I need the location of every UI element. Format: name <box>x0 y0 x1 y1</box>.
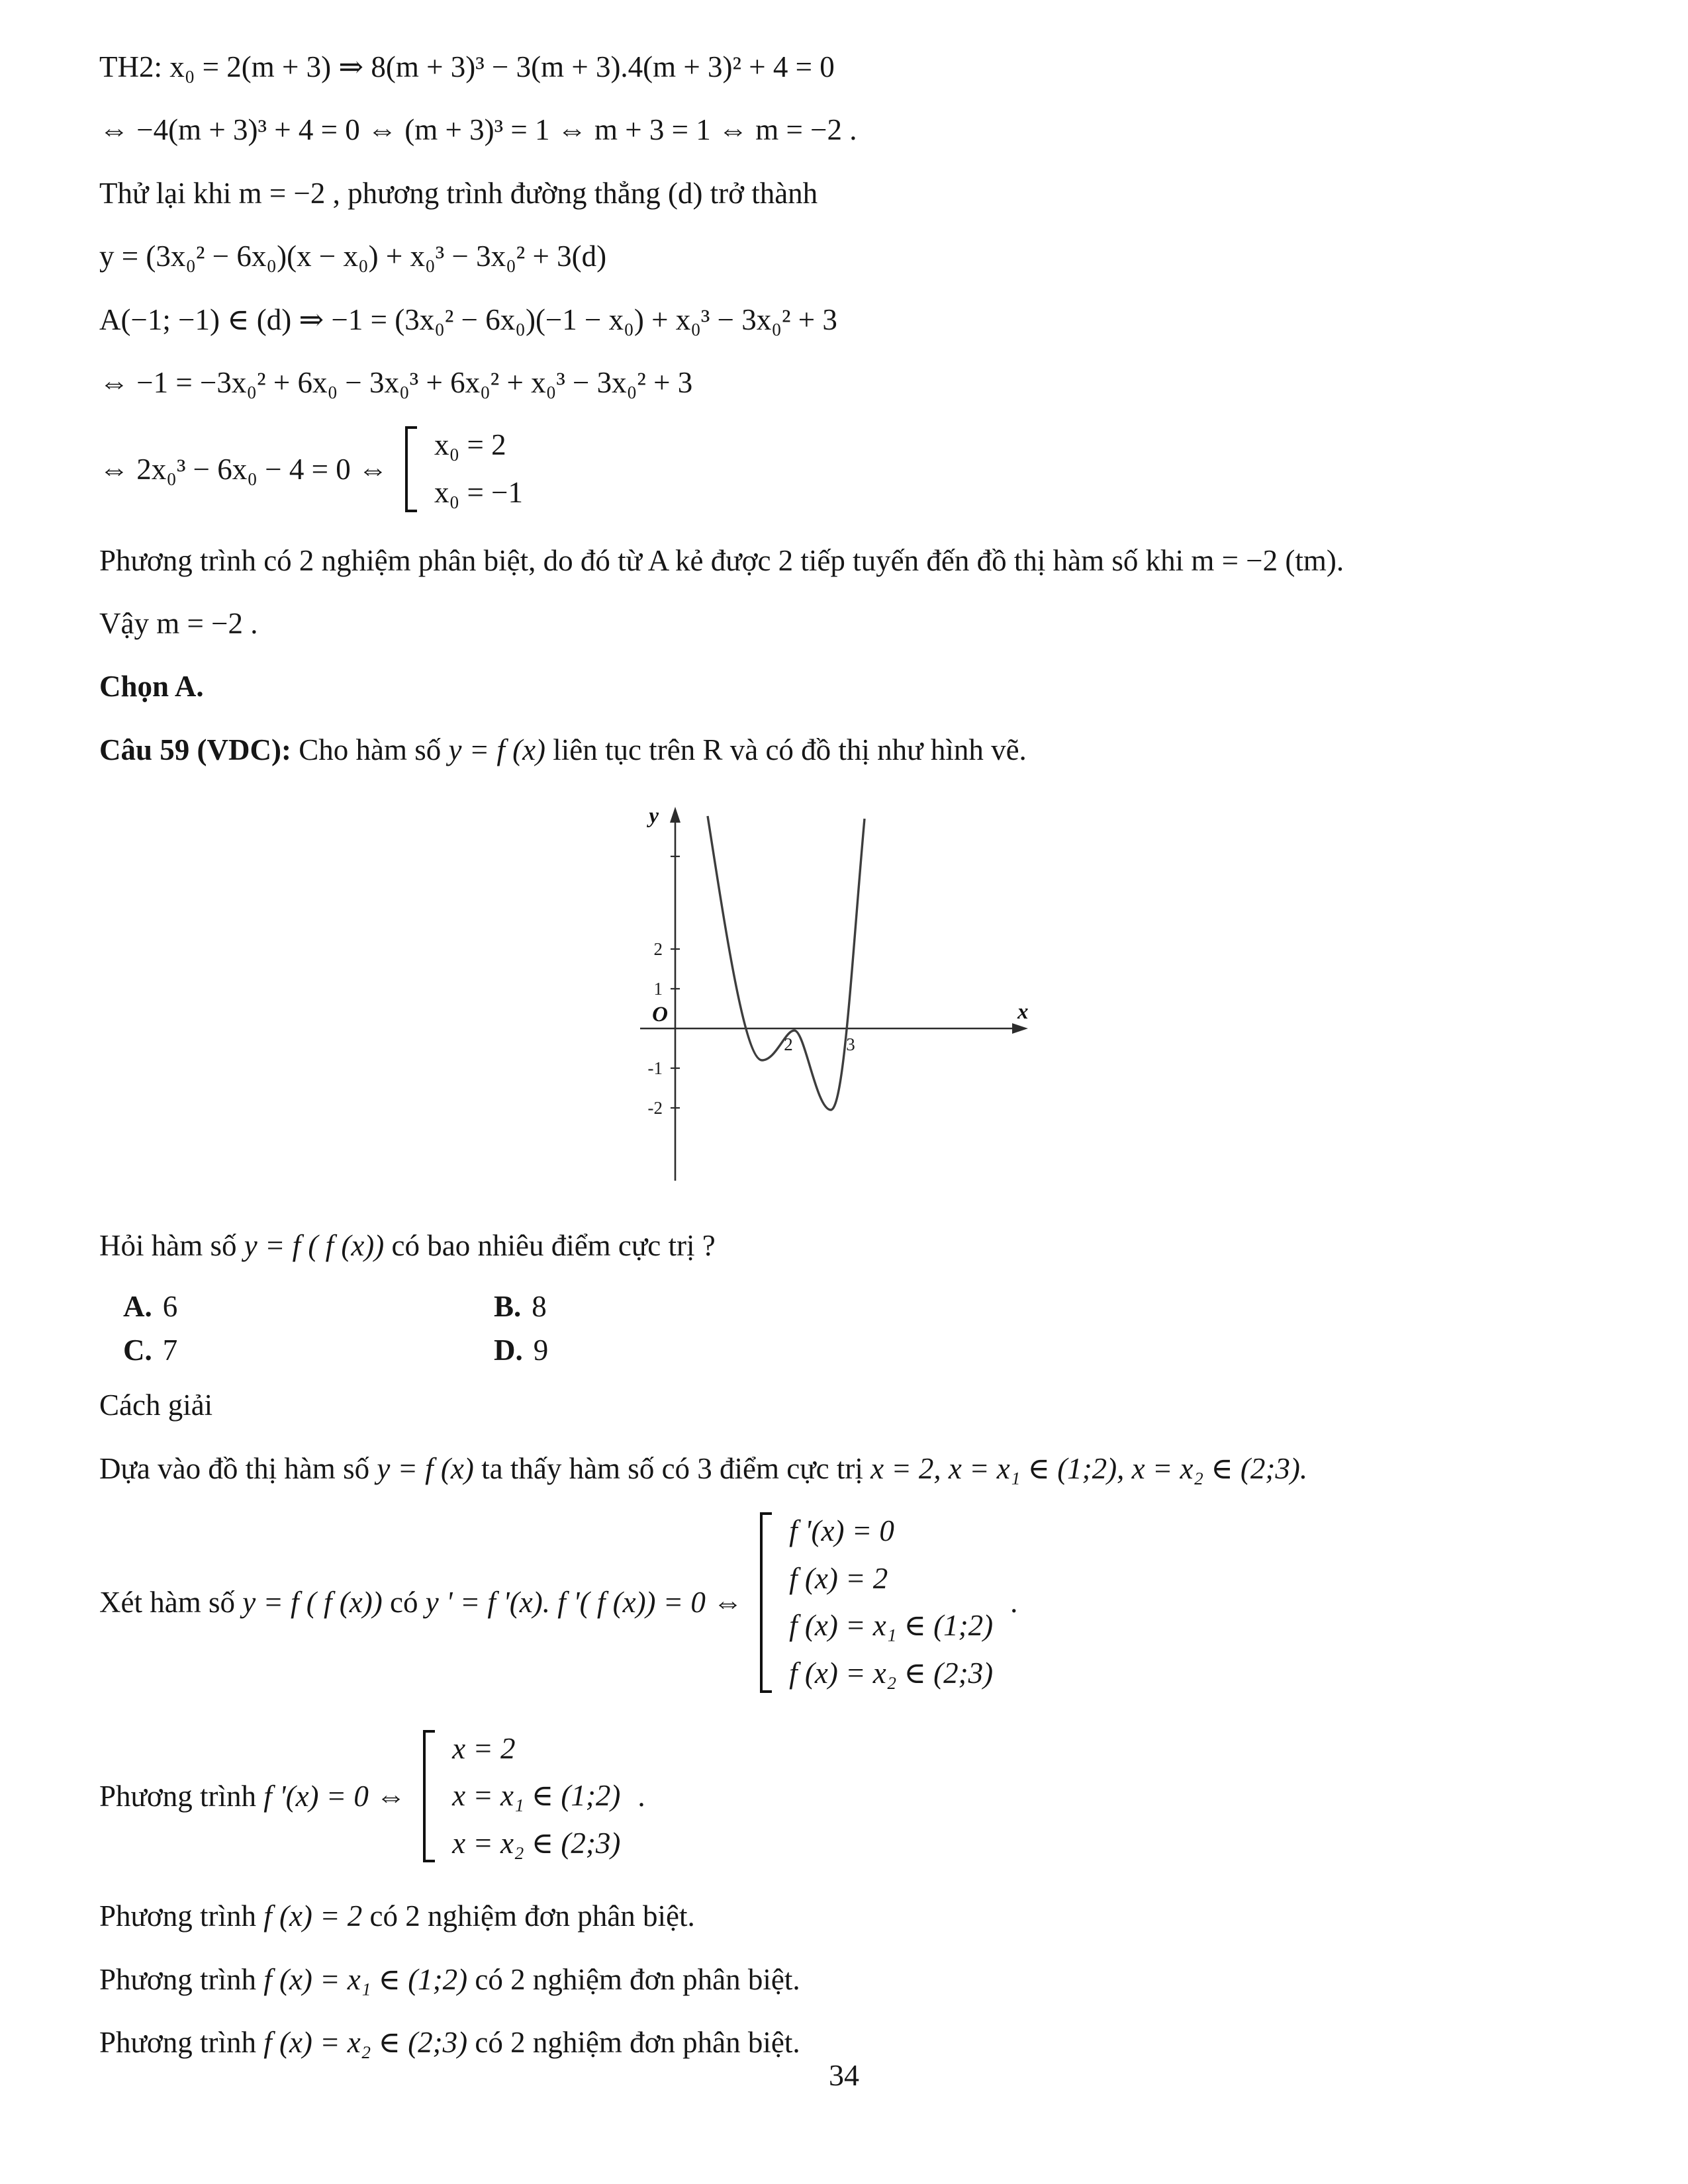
y-tick-label-neg1: -1 <box>647 1058 663 1079</box>
question-59-label: Câu 59 (VDC): <box>99 733 291 766</box>
y-tick-label-1: 1 <box>653 979 663 999</box>
curve-f <box>708 816 865 1110</box>
observation-mid: ta thấy hàm số có 3 điểm cực trị <box>473 1451 871 1485</box>
case-rows <box>434 426 523 512</box>
case-row: x₀ = −1 <box>434 475 523 509</box>
consider-math-1: y = f ( f (x)) <box>242 1586 383 1619</box>
consider-arrow: ⇔ <box>705 1586 743 1619</box>
answer-options-row-2 <box>123 1333 1575 1367</box>
pt4-pre: Phương trình <box>99 2026 264 2060</box>
observation-line <box>99 1449 1575 1488</box>
option-b <box>494 1289 865 1324</box>
option-a-label: A. <box>123 1290 152 1324</box>
answer-chosen: Chọn A. <box>99 670 204 704</box>
pt3-pre: Phương trình <box>99 1962 264 1996</box>
pt2-post: có 2 nghiệm đơn phân biệt. <box>362 1899 695 1933</box>
question-59-intro-pre: Cho hàm số <box>291 733 449 766</box>
pt2-math: f (x) = 2 <box>263 1899 363 1933</box>
observation-pre: Dựa vào đồ thị hàm số <box>99 1451 377 1485</box>
consider-math-2: y ' = f '(x). f '( f (x)) = 0 <box>425 1586 706 1619</box>
case-row: f '(x) = 0 <box>789 1514 894 1548</box>
equation-expanded: ⇔ −1 = −3x₀² + 6x₀ − 3x₀³ + 6x₀² + x₀³ − 3x₀² + 3 <box>99 365 693 399</box>
consider-mid: có <box>382 1586 426 1619</box>
left-bracket <box>760 1512 772 1692</box>
text-vay-m: Vậy m = −2 . <box>99 606 258 640</box>
equation-th2-solve: ⇔ −4(m + 3)³ + 4 = 0 ⇔ (m + 3)³ = 1 ⇔ m + 3 = 1 ⇔ m = −2 . <box>99 113 857 147</box>
equation-point-a-substitute: A(−1; −1) ∈ (d) ⇒ −1 = (3x₀² − 6x₀)(−1 − x₀) + x₀³ − 3x₀² + 3 <box>99 302 837 336</box>
answer-options <box>123 1289 1575 1367</box>
answer-options-row-1 <box>123 1289 1575 1324</box>
case-system-period: . <box>637 1780 645 1813</box>
question-59-ask-math: y = f ( f (x)) <box>244 1229 385 1263</box>
pt1-math: f '(x) = 0 <box>263 1780 369 1813</box>
y-axis-arrow <box>670 807 680 823</box>
left-bracket <box>405 426 417 512</box>
x-axis-arrow <box>1012 1023 1028 1034</box>
equation-fx-2 <box>99 1897 1575 1936</box>
question-59-intro-math: y = f (x) <box>448 733 546 766</box>
option-c-value: 7 <box>162 1334 178 1367</box>
case-row: x = x₁ ∈ (1;2) <box>452 1779 621 1813</box>
function-graph-figure <box>612 794 1062 1184</box>
case-system-period: . <box>1010 1586 1018 1619</box>
pt1-arrow: ⇔ <box>368 1780 406 1813</box>
case-rows <box>789 1512 993 1692</box>
option-b-value: 8 <box>532 1290 547 1324</box>
pt1-pre: Phương trình <box>99 1780 264 1813</box>
method-heading: Cách giải <box>99 1388 213 1422</box>
question-59-statement <box>99 731 1575 770</box>
equation-fx-x2 <box>99 2023 1575 2062</box>
option-a-value: 6 <box>162 1290 178 1324</box>
origin-label: O <box>652 1003 668 1027</box>
pt4-math: f (x) = x₂ ∈ (2;3) <box>263 2026 468 2060</box>
pt4-post: có 2 nghiệm đơn phân biệt. <box>467 2026 800 2060</box>
equation-fx-x1 <box>99 1960 1575 1999</box>
y-tick-label-neg2: -2 <box>647 1098 663 1118</box>
case-system-x0-lead: ⇔ 2x₀³ − 6x₀ − 4 = 0 ⇔ <box>99 452 389 486</box>
question-59-ask-post: có bao nhiêu điểm cực trị ? <box>384 1229 716 1263</box>
case-row: f (x) = 2 <box>789 1561 888 1595</box>
consider-lead <box>99 1585 743 1619</box>
page-number: 34 <box>829 2058 859 2092</box>
function-graph <box>612 794 1062 1184</box>
equation-th2: TH2: x₀ = 2(m + 3) ⇒ 8(m + 3)³ − 3(m + 3).4(m + 3)² + 4 = 0 <box>99 50 835 83</box>
option-a <box>123 1289 494 1324</box>
question-59-intro-post: liên tục trên R và có đồ thị như hình vẽ. <box>545 733 1027 766</box>
option-d-value: 9 <box>533 1334 549 1367</box>
pt1-lead <box>99 1779 406 1813</box>
left-bracket <box>423 1730 435 1863</box>
observation-math-1: y = f (x) <box>377 1451 474 1485</box>
case-system-fprime-roots <box>99 1730 1575 1863</box>
text-verify-m: Thử lại khi m = −2 , phương trình đường thẳng (d) trở thành <box>99 176 818 210</box>
case-system-fprime-composite <box>99 1512 1575 1692</box>
consider-pre: Xét hàm số <box>99 1586 243 1619</box>
case-rows <box>452 1730 620 1863</box>
observation-math-2: x = 2, x = x₁ ∈ (1;2), x = x₂ ∈ (2;3). <box>870 1451 1308 1485</box>
pt2-pre: Phương trình <box>99 1899 264 1933</box>
option-c <box>123 1333 494 1367</box>
x-tick-label-2: 2 <box>784 1034 793 1055</box>
y-axis-label: y <box>649 804 659 829</box>
option-d-label: D. <box>494 1334 523 1367</box>
x-tick-label-3: 3 <box>846 1034 855 1055</box>
case-row: f (x) = x₂ ∈ (2;3) <box>789 1657 994 1690</box>
x-axis-label: x <box>1017 1000 1029 1024</box>
option-d <box>494 1333 865 1367</box>
question-59-ask <box>99 1226 1575 1265</box>
case-row: x₀ = 2 <box>434 428 506 462</box>
pt3-math: f (x) = x₁ ∈ (1;2) <box>263 1962 468 1996</box>
case-row: x = x₂ ∈ (2;3) <box>452 1826 621 1860</box>
y-tick-label-2: 2 <box>653 939 663 960</box>
case-row: f (x) = x₁ ∈ (1;2) <box>789 1609 994 1643</box>
case-row: x = 2 <box>452 1731 516 1765</box>
question-59-ask-pre: Hỏi hàm số <box>99 1229 244 1263</box>
equation-tangent-line-d: y = (3x₀² − 6x₀)(x − x₀) + x₀³ − 3x₀² + 3(d) <box>99 240 607 273</box>
option-c-label: C. <box>123 1334 152 1367</box>
case-system-x0 <box>99 426 1575 512</box>
text-conclusion-two-roots: Phương trình có 2 nghiệm phân biệt, do đó từ A kẻ được 2 tiếp tuyến đến đồ thị hàm số khi m = −2 (tm). <box>99 543 1344 577</box>
pt3-post: có 2 nghiệm đơn phân biệt. <box>467 1962 800 1996</box>
option-b-label: B. <box>494 1290 522 1324</box>
